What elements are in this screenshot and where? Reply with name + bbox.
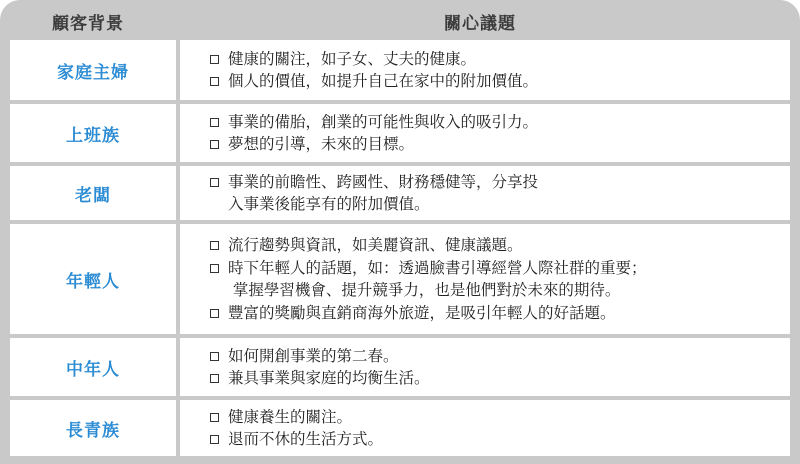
checkbox-icon xyxy=(210,178,219,187)
issue-item xyxy=(210,234,790,257)
issue-text: 夢想的引導，未來的目標。 xyxy=(228,135,415,153)
issues-cell xyxy=(180,166,790,220)
issue-item xyxy=(210,367,790,390)
category-cell: 上班族 xyxy=(10,104,176,162)
table-row xyxy=(10,224,790,334)
checkbox-icon xyxy=(210,140,219,149)
checkbox-icon xyxy=(210,118,219,127)
issue-text: 流行趨勢與資訊，如美麗資訊、健康議題。 xyxy=(228,236,523,254)
checkbox-icon xyxy=(210,435,219,444)
issue-item xyxy=(210,302,790,325)
issue-item xyxy=(210,70,790,93)
table-row xyxy=(10,40,790,100)
table-row xyxy=(10,166,790,220)
checkbox-icon xyxy=(210,374,219,383)
issue-item xyxy=(210,171,790,216)
category-cell: 長青族 xyxy=(10,400,176,456)
issue-text: 健康的關注，如子女、丈夫的健康。 xyxy=(228,49,477,68)
issue-item xyxy=(210,133,790,156)
checkbox-icon xyxy=(210,352,219,361)
issue-text: 兼具事業與家庭的均衡生活。 xyxy=(228,369,430,387)
header-customer-background: 顧客背景 xyxy=(52,14,124,34)
category-cell: 年輕人 xyxy=(10,224,176,334)
issue-item xyxy=(210,406,790,429)
issue-item xyxy=(210,257,790,302)
issue-item xyxy=(210,345,790,368)
category-cell: 老闆 xyxy=(10,166,176,220)
issues-cell xyxy=(180,400,790,456)
issue-text: 如何開創事業的第二春。 xyxy=(228,346,399,365)
issues-cell xyxy=(180,338,790,396)
table-header xyxy=(0,0,800,40)
issue-text: 退而不休的生活方式。 xyxy=(228,430,384,448)
checkbox-icon xyxy=(210,413,219,422)
table-row xyxy=(10,338,790,396)
issue-text: 個人的價值，如提升自己在家中的附加價值。 xyxy=(228,72,539,90)
issue-text: 事業的備胎，創業的可能性與收入的吸引力。 xyxy=(228,112,539,131)
issue-text: 豐富的獎勵與直銷商海外旅遊，是吸引年輕人的好話題。 xyxy=(228,303,616,322)
issue-item xyxy=(210,111,790,134)
issue-item xyxy=(210,428,790,451)
header-concern-issues: 關心議題 xyxy=(444,14,516,34)
issue-item xyxy=(210,48,790,71)
issue-text: 事業的前瞻性、跨國性、財務穩健等，分享投 入事業後能享有的附加價值。 xyxy=(228,172,539,213)
checkbox-icon xyxy=(210,264,219,273)
issues-cell xyxy=(180,104,790,162)
checkbox-icon xyxy=(210,241,219,250)
issues-cell xyxy=(180,40,790,100)
table-row xyxy=(10,400,790,456)
issues-cell xyxy=(180,224,790,334)
category-cell: 中年人 xyxy=(10,338,176,396)
checkbox-icon xyxy=(210,309,219,318)
checkbox-icon xyxy=(210,77,219,86)
issue-text: 時下年輕人的話題，如：透過臉書引導經營人際社群的重要； 掌握學習機會、提升競爭力，也是他們對於未來的期待。 xyxy=(228,258,647,299)
issue-text: 健康養生的關注。 xyxy=(228,407,353,426)
category-cell: 家庭主婦 xyxy=(10,40,176,100)
checkbox-icon xyxy=(210,55,219,64)
table-row xyxy=(10,104,790,162)
